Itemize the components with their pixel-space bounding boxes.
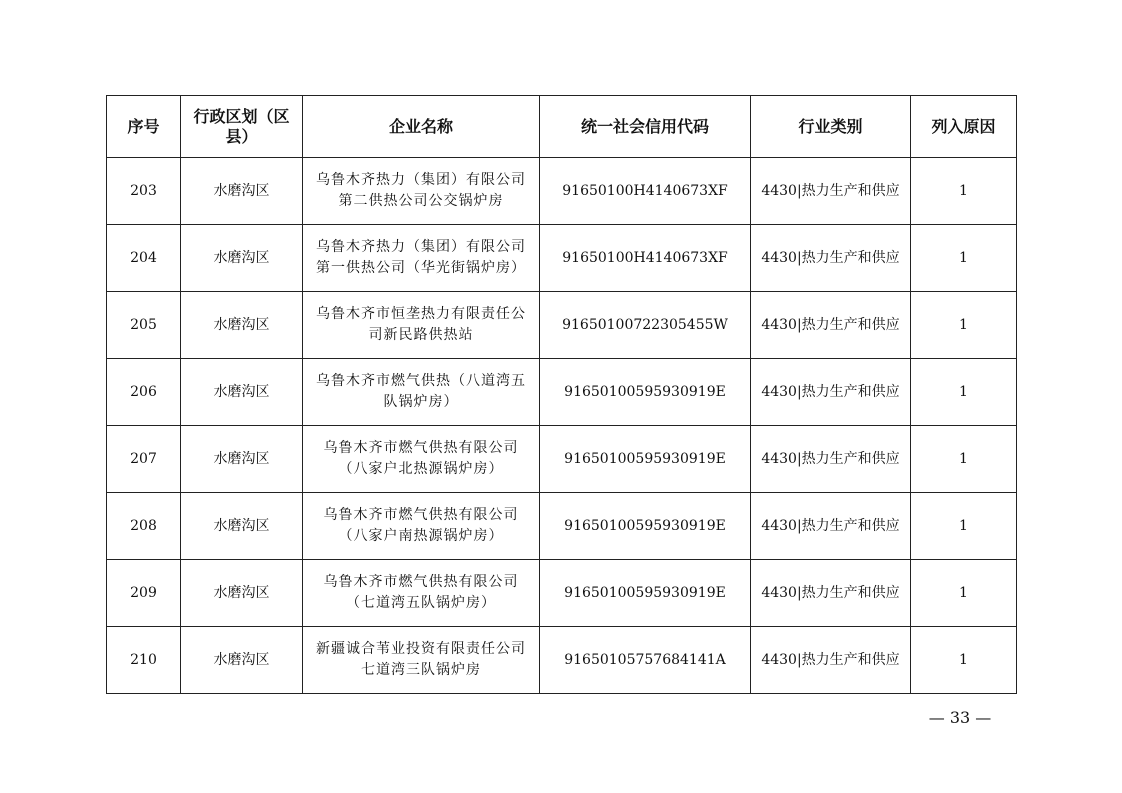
table-row bbox=[107, 493, 1017, 560]
cell-industry: 4430|热力生产和供应 bbox=[751, 292, 911, 359]
cell-reason: 1 bbox=[911, 627, 1017, 694]
cell-reason: 1 bbox=[911, 493, 1017, 560]
table-row bbox=[107, 359, 1017, 426]
cell-code: 916501007223054​55W bbox=[540, 292, 751, 359]
cell-district: 水磨沟区 bbox=[181, 426, 303, 493]
cell-code: 91650100595930919E bbox=[540, 359, 751, 426]
cell-reason: 1 bbox=[911, 158, 1017, 225]
cell-name: 新疆诚合苇业投资有限责任公司七道湾三队锅炉房 bbox=[303, 627, 540, 694]
cell-industry: 4430|热力生产和供应 bbox=[751, 359, 911, 426]
cell-seq: 204 bbox=[107, 225, 181, 292]
header-reason: 列入原因 bbox=[911, 96, 1017, 158]
cell-name: 乌鲁木齐热力（集团）有限公司第一供热公司（华光街锅炉房） bbox=[303, 225, 540, 292]
table-row bbox=[107, 627, 1017, 694]
header-name: 企业名称 bbox=[303, 96, 540, 158]
cell-district: 水磨沟区 bbox=[181, 493, 303, 560]
cell-code: 91650105757684141A bbox=[540, 627, 751, 694]
cell-seq: 206 bbox=[107, 359, 181, 426]
table-row bbox=[107, 292, 1017, 359]
cell-reason: 1 bbox=[911, 359, 1017, 426]
cell-reason: 1 bbox=[911, 225, 1017, 292]
cell-district: 水磨沟区 bbox=[181, 560, 303, 627]
cell-name: 乌鲁木齐热力（集团）有限公司第二供热公司公交锅炉房 bbox=[303, 158, 540, 225]
cell-name: 乌鲁木齐市恒垄热力有限责任公司新民路供热站 bbox=[303, 292, 540, 359]
cell-code: 91650100H4140673XF bbox=[540, 158, 751, 225]
cell-industry: 4430|热力生产和供应 bbox=[751, 158, 911, 225]
cell-industry: 4430|热力生产和供应 bbox=[751, 426, 911, 493]
cell-district: 水磨沟区 bbox=[181, 292, 303, 359]
cell-seq: 203 bbox=[107, 158, 181, 225]
cell-code: 91650100595930919E bbox=[540, 426, 751, 493]
cell-industry: 4430|热力生产和供应 bbox=[751, 627, 911, 694]
cell-district: 水磨沟区 bbox=[181, 627, 303, 694]
cell-industry: 4430|热力生产和供应 bbox=[751, 560, 911, 627]
cell-name: 乌鲁木齐市燃气供热有限公司（七道湾五队锅炉房） bbox=[303, 560, 540, 627]
header-seq: 序号 bbox=[107, 96, 181, 158]
cell-seq: 205 bbox=[107, 292, 181, 359]
cell-district: 水磨沟区 bbox=[181, 359, 303, 426]
cell-name: 乌鲁木齐市燃气供热（八道湾五队锅炉房） bbox=[303, 359, 540, 426]
cell-seq: 209 bbox=[107, 560, 181, 627]
cell-district: 水磨沟区 bbox=[181, 158, 303, 225]
cell-industry: 4430|热力生产和供应 bbox=[751, 225, 911, 292]
header-code: 统一社会信用代码 bbox=[540, 96, 751, 158]
cell-seq: 207 bbox=[107, 426, 181, 493]
cell-reason: 1 bbox=[911, 426, 1017, 493]
cell-code: 91650100H4140673XF bbox=[540, 225, 751, 292]
enterprise-table bbox=[106, 95, 1017, 694]
table-row bbox=[107, 158, 1017, 225]
cell-seq: 210 bbox=[107, 627, 181, 694]
page-number: — 33 — bbox=[928, 708, 992, 727]
header-district: 行政区划（区县） bbox=[181, 96, 303, 158]
cell-code: 91650100595930919E bbox=[540, 560, 751, 627]
cell-name: 乌鲁木齐市燃气供热有限公司（八家户南热源锅炉房） bbox=[303, 493, 540, 560]
table-row bbox=[107, 225, 1017, 292]
cell-seq: 208 bbox=[107, 493, 181, 560]
table-row bbox=[107, 426, 1017, 493]
cell-industry: 4430|热力生产和供应 bbox=[751, 493, 911, 560]
header-industry: 行业类别 bbox=[751, 96, 911, 158]
cell-code: 91650100595930919E bbox=[540, 493, 751, 560]
table-header-row bbox=[107, 96, 1017, 158]
cell-reason: 1 bbox=[911, 560, 1017, 627]
cell-district: 水磨沟区 bbox=[181, 225, 303, 292]
table-row bbox=[107, 560, 1017, 627]
cell-reason: 1 bbox=[911, 292, 1017, 359]
cell-name: 乌鲁木齐市燃气供热有限公司（八家户北热源锅炉房） bbox=[303, 426, 540, 493]
